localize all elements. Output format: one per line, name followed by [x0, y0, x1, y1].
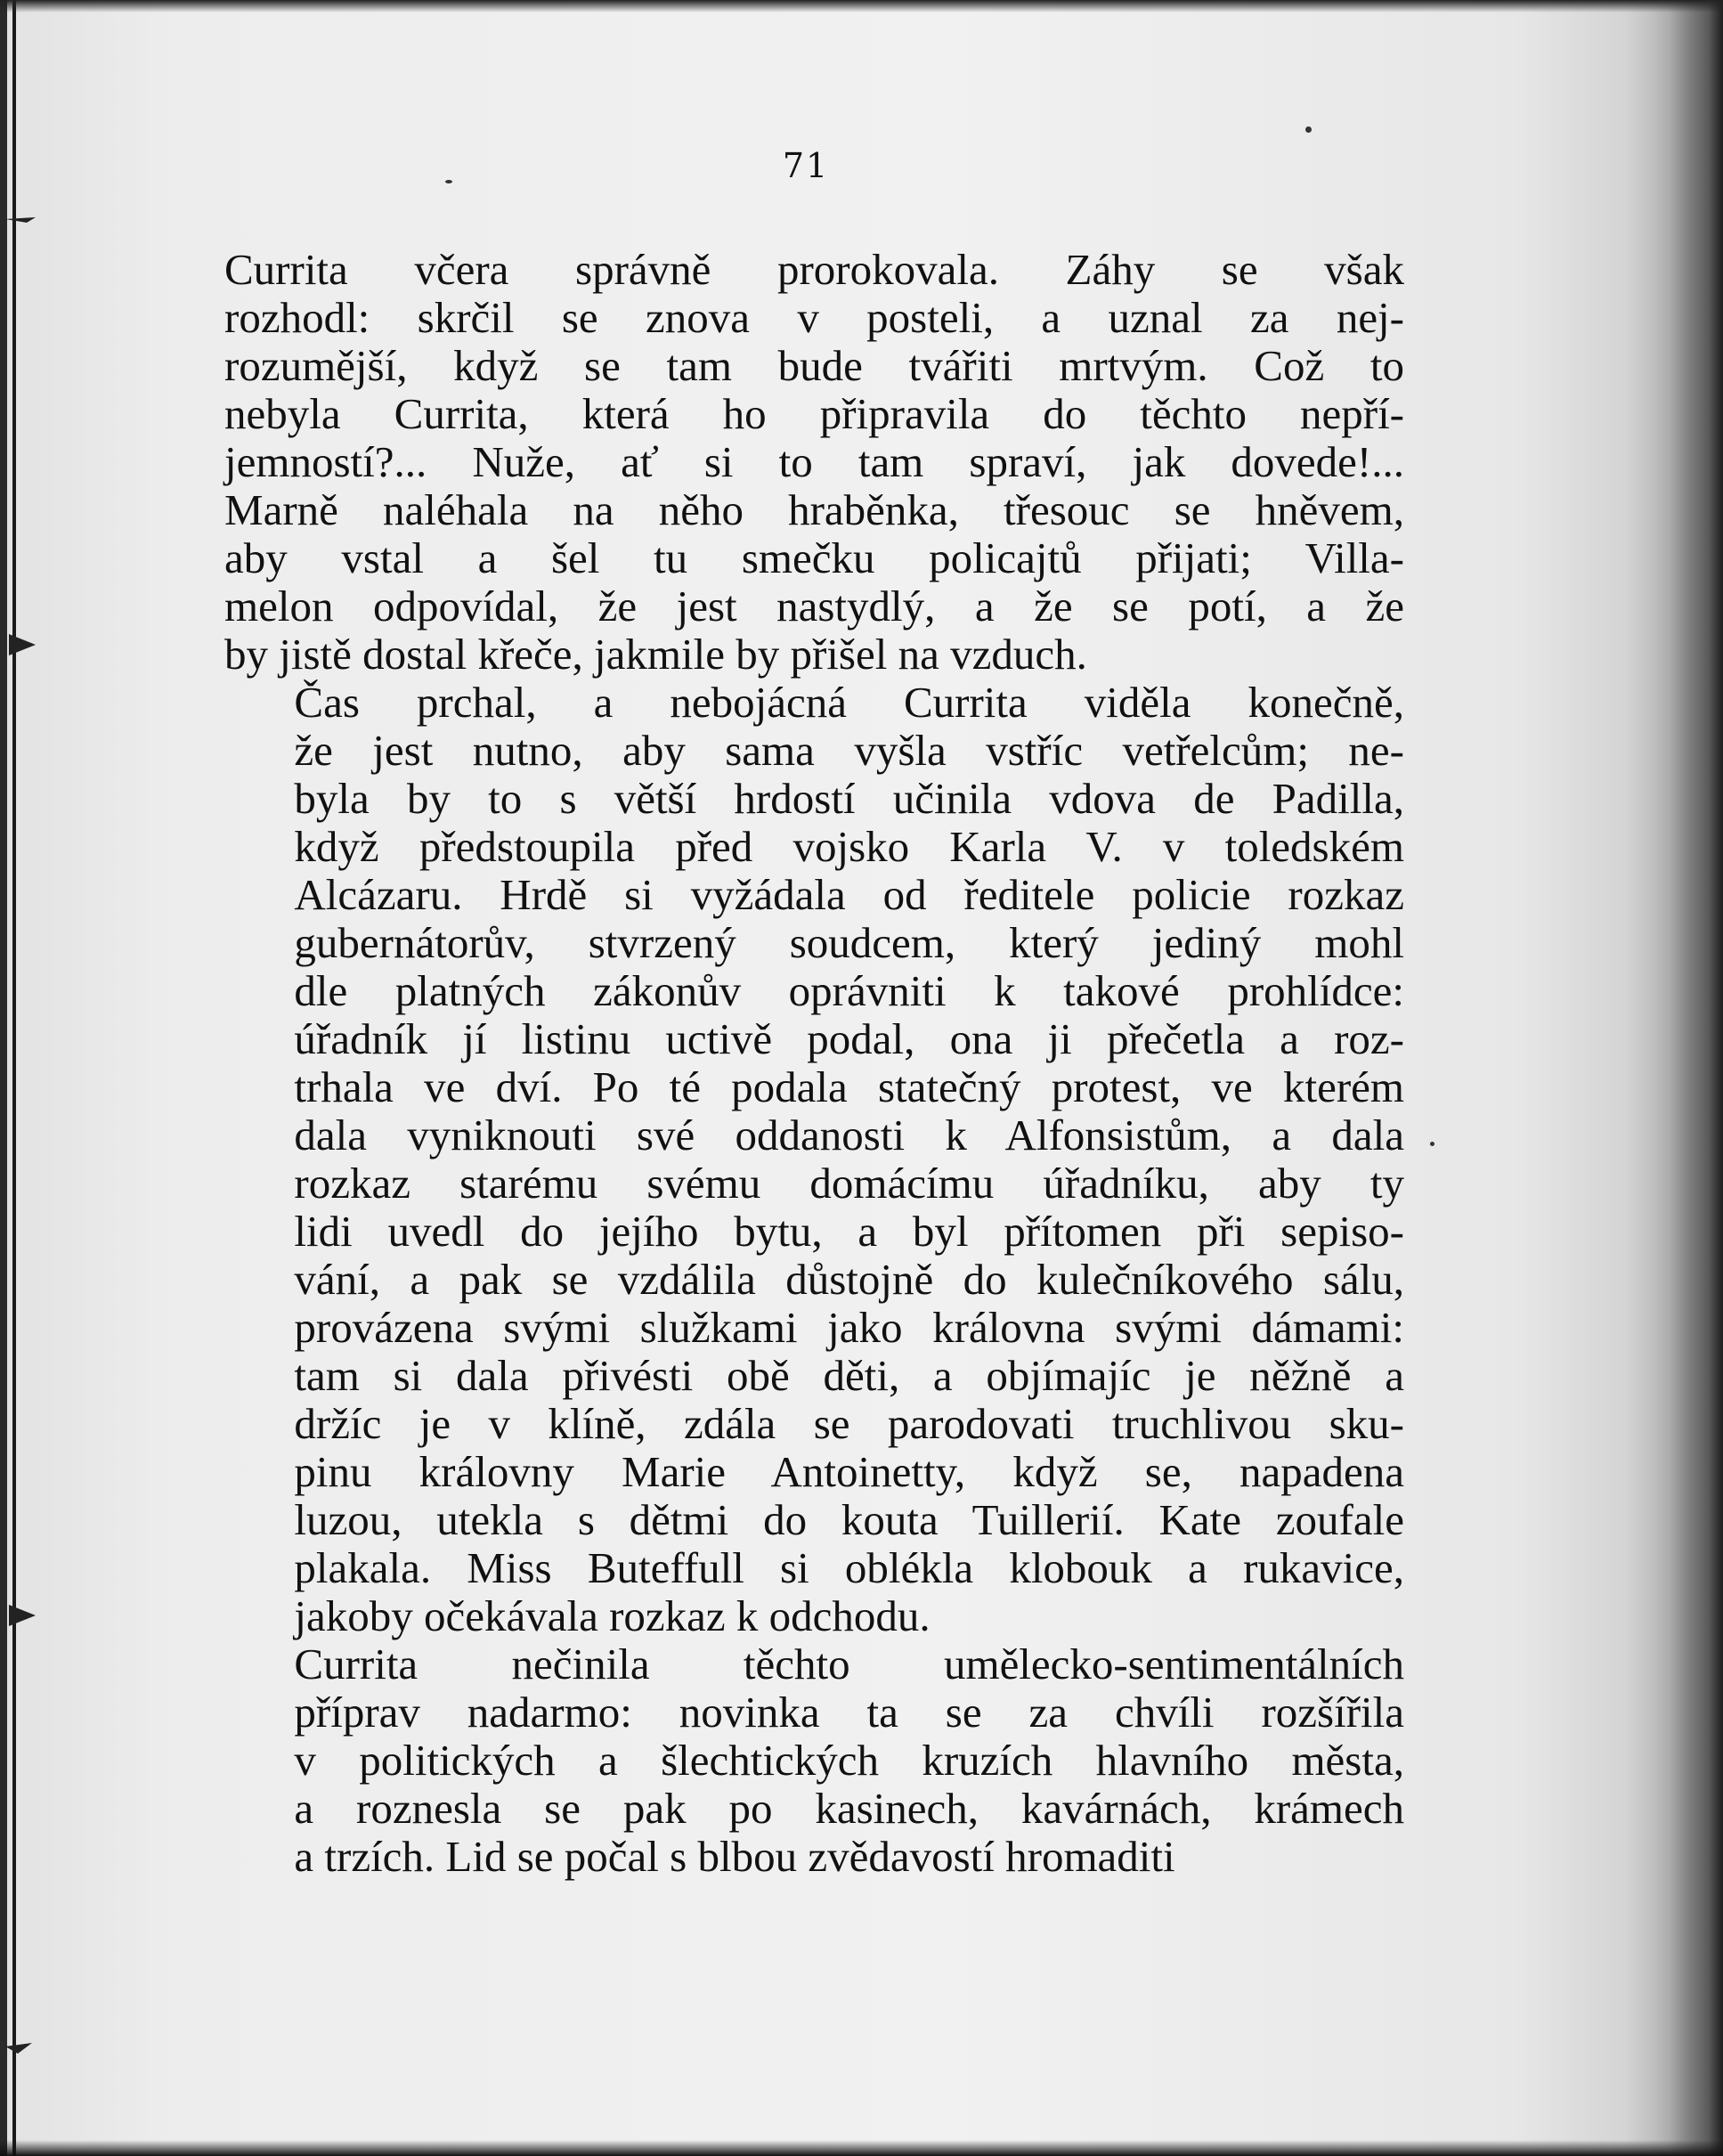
text-line: rozhodl: skrčil se znova v posteli, a uznal za nej-	[224, 293, 1404, 342]
text-line: v politických a šlechtických kruzích hlavního města,	[294, 1736, 1404, 1785]
text-line: aby vstal a šel tu smečku policajtů přijati; Villa-	[224, 533, 1404, 582]
text-line: že jest nutno, aby sama vyšla vstříc vetřelcům; ne-	[294, 726, 1404, 775]
text-line: jakoby očekávala rozkaz k odchodu.	[294, 1591, 931, 1640]
text-line: Alcázaru. Hrdě si vyžádala od ředitele policie rozkaz	[294, 870, 1404, 919]
text-line: držíc je v klíně, zdála se parodovati truchlivou sku-	[294, 1399, 1404, 1448]
text-line: gubernátorův, stvrzený soudcem, který jediný mohl	[294, 918, 1404, 967]
text-line: provázena svými služkami jako královna svými dámami:	[294, 1303, 1404, 1352]
text-line: luzou, utekla s dětmi do kouta Tuillerií. Kate zoufale	[294, 1495, 1404, 1544]
text-line: příprav nadarmo: novinka ta se za chvíli rozšířila	[294, 1688, 1404, 1737]
text-line: melon odpovídal, že jest nastydlý, a že se potí, a že	[224, 582, 1404, 631]
page-gutter-shadow	[1625, 0, 1723, 2156]
text-line: Marně naléhala na něho hraběnka, třesouc se hněvem,	[224, 485, 1404, 534]
text-line: úřadník jí listinu uctivě podal, ona ji přečetla a roz-	[294, 1014, 1404, 1063]
text-line: lidi uvedl do jejího bytu, a byl přítomen při sepiso-	[294, 1207, 1404, 1256]
speck	[1430, 1142, 1434, 1146]
text-line: byla by to s větší hrdostí učinila vdova de Padilla,	[294, 774, 1404, 823]
text-line: Currita včera správně prorokovala. Záhy se však	[224, 245, 1404, 294]
body-text	[224, 246, 1404, 1881]
text-line: rozumější, když se tam bude tvářiti mrtvým. Což to	[224, 341, 1404, 390]
text-line: trhala ve dví. Po té podala statečný protest, ve kterém	[294, 1062, 1404, 1111]
paragraph-3	[224, 1640, 1404, 1881]
text-line: pinu královny Marie Antoinetty, když se, napadena	[294, 1447, 1404, 1496]
text-line: Čas prchal, a nebojácná Currita viděla konečně,	[294, 678, 1404, 727]
text-line: a trzích. Lid se počal s blbou zvědavostí hromaditi	[294, 1832, 1175, 1881]
paragraph-2	[224, 679, 1404, 1640]
text-line: plakala. Miss Buteffull si oblékla klobouk a rukavice,	[294, 1543, 1404, 1592]
page-bottom-shadow	[0, 2140, 1723, 2156]
text-line: a roznesla se pak po kasinech, kavárnách, krámech	[294, 1784, 1404, 1833]
page-left-edge	[0, 0, 7, 2156]
text-line: dala vyniknouti své oddanosti k Alfonsistům, a dala	[294, 1111, 1404, 1159]
page-top-shadow	[0, 0, 1723, 12]
paragraph-1	[224, 246, 1404, 679]
text-line: rozkaz starému svému domácímu úřadníku, aby ty	[294, 1159, 1404, 1208]
text-line: vání, a pak se vzdálila důstojně do kulečníkového sálu,	[294, 1255, 1404, 1304]
text-line: dle platných zákonův oprávniti k takové prohlídce:	[294, 966, 1404, 1015]
binding-rule	[12, 0, 16, 2156]
text-line: Currita nečinila těchto umělecko-sentimentálních	[294, 1639, 1404, 1688]
text-line: tam si dala přivésti obě děti, a objímajíc je něžně a	[294, 1351, 1404, 1400]
text-line: by jistě dostal křeče, jakmile by přišel na vzduch.	[224, 630, 1087, 679]
text-line: když předstoupila před vojsko Karla V. v toledském	[294, 822, 1404, 871]
page-number: 71	[782, 146, 830, 185]
text-line: nebyla Currita, která ho připravila do těchto nepří-	[224, 389, 1404, 438]
text-line: jemností?... Nuže, ať si to tam spraví, jak dovede!...	[224, 437, 1404, 486]
speck	[1305, 126, 1312, 133]
